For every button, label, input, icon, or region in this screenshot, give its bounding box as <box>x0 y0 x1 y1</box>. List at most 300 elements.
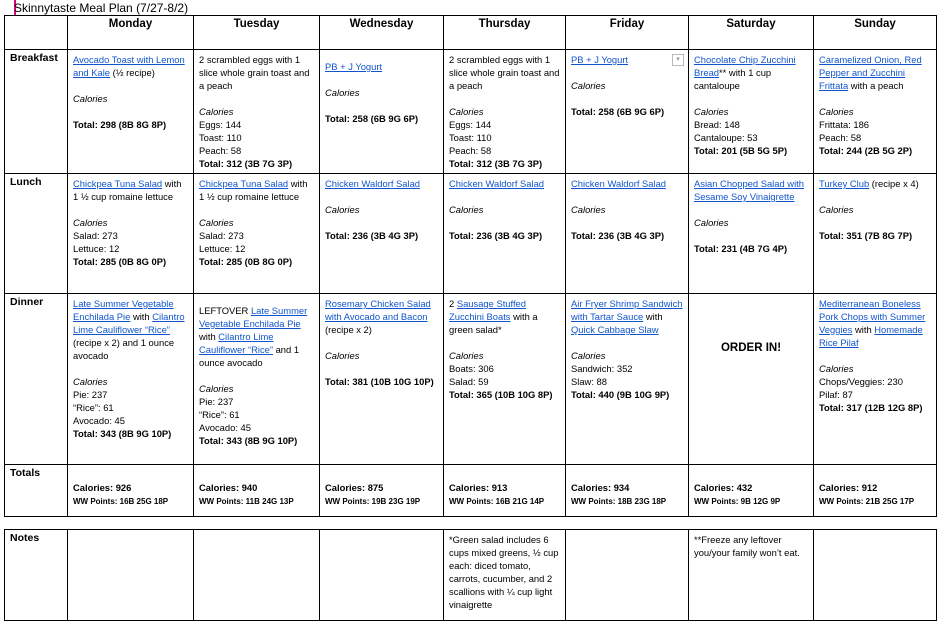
cell-text: Avocado: 45 <box>199 422 251 433</box>
cell-paragraph <box>199 395 314 408</box>
cell-paragraph <box>694 92 808 105</box>
cell-paragraph <box>73 177 188 203</box>
dropdown-chevron-icon[interactable]: ▾ <box>672 54 684 66</box>
total-text: Calories: 934 <box>571 482 630 493</box>
totals-cell-tuesday <box>194 465 320 517</box>
row-dinner <box>5 294 937 465</box>
cell-text: with <box>130 311 153 322</box>
cell-paragraph <box>694 144 808 157</box>
cell-text: Cantaloupe: 53 <box>694 132 758 143</box>
cell-paragraph <box>819 118 931 131</box>
notes-cell-saturday <box>689 530 814 621</box>
cell-paragraph <box>694 481 808 494</box>
lunch-cell-tuesday <box>194 174 320 294</box>
totals-cell-friday <box>566 465 689 517</box>
cell-paragraph <box>325 203 438 216</box>
cell-text: Eggs: 144 <box>199 119 242 130</box>
cell-text: “Rice”: 61 <box>199 409 240 420</box>
total-text: Total: 258 (6B 9G 6P) <box>325 113 419 124</box>
cell-text: 2 scrambled eggs with 1 slice whole grain toast and a peach <box>449 54 560 91</box>
cell-paragraph <box>694 203 808 216</box>
cell-paragraph <box>571 468 683 481</box>
row-breakfast <box>5 50 937 174</box>
totals-cell-sunday <box>814 465 937 517</box>
cell-paragraph <box>571 388 683 401</box>
cell-paragraph <box>73 494 188 508</box>
cell-paragraph <box>449 177 560 190</box>
dinner-cell-sunday <box>814 294 937 465</box>
cell-text: Bread: 148 <box>694 119 740 130</box>
cell-paragraph <box>819 375 931 388</box>
recipe-link[interactable]: Chicken Waldorf Salad <box>571 178 667 189</box>
total-text: Total: 381 (10B 10G 10P) <box>325 376 434 387</box>
calories-label: Calories <box>819 363 854 374</box>
cell-paragraph <box>73 468 188 481</box>
cell-paragraph <box>819 297 931 349</box>
cell-paragraph <box>73 203 188 216</box>
recipe-link[interactable]: Mediterranean Boneless Pork Chops with Summer Veggies <box>819 298 926 335</box>
cell-text: *Green salad includes 6 cups mixed greens, ½ cup each: diced tomato, carrots, cucumber, and 2 scallions with ¼ cup light vinaigrette <box>449 534 559 610</box>
lunch-cell-thursday <box>444 174 566 294</box>
cell-paragraph <box>199 177 314 203</box>
cell-paragraph <box>571 92 683 105</box>
cell-paragraph <box>449 533 560 611</box>
calories-label: Calories <box>325 87 360 98</box>
day-header-monday: Monday <box>68 16 194 50</box>
total-text: Total: 236 (3B 4G 3P) <box>449 230 543 241</box>
total-text: Total: 258 (6B 9G 6P) <box>571 106 665 117</box>
recipe-link[interactable]: PB + J Yogurt <box>571 54 629 65</box>
cell-paragraph <box>694 131 808 144</box>
cell-paragraph <box>73 297 188 362</box>
cell-paragraph <box>325 86 438 99</box>
cell-paragraph <box>73 105 188 118</box>
cell-paragraph <box>199 118 314 131</box>
breakfast-cell-friday <box>566 50 689 174</box>
total-text: Calories: 940 <box>199 482 258 493</box>
cell-text: (recipe x 2) and 1 ounce avocado <box>73 337 175 361</box>
recipe-link[interactable]: PB + J Yogurt <box>325 61 383 72</box>
cell-text: Lettuce: 12 <box>199 243 246 254</box>
cell-paragraph <box>571 229 683 242</box>
recipe-link[interactable]: Cilantro Lime Cauliflower “Rice” <box>199 331 274 355</box>
recipe-link[interactable]: Rosemary Chicken Salad with Avocado and Bacon <box>325 298 431 322</box>
cell-paragraph <box>449 388 560 401</box>
cell-paragraph <box>73 481 188 494</box>
cell-text: with 1 ½ cup romaine lettuce <box>199 178 308 202</box>
total-text: Calories: 875 <box>325 482 384 493</box>
cell-paragraph <box>73 362 188 375</box>
cell-text: Frittata: 186 <box>819 119 870 130</box>
total-text: Total: 236 (3B 4G 3P) <box>325 230 419 241</box>
cell-paragraph <box>694 242 808 255</box>
cell-paragraph <box>819 177 931 190</box>
cell-text: Chops/Veggies: 230 <box>819 376 903 387</box>
cell-paragraph <box>694 177 808 203</box>
totals-cell-monday <box>68 465 194 517</box>
cell-paragraph <box>325 336 438 349</box>
breakfast-cell-thursday <box>444 50 566 174</box>
row-label-dinner: Dinner <box>5 294 68 465</box>
ww-points-text: WW Points: 11B 24G 13P <box>199 497 294 506</box>
cell-text: (recipe x 4) <box>869 178 919 189</box>
cell-paragraph <box>694 468 808 481</box>
cell-paragraph <box>325 60 438 73</box>
cell-text: Peach: 58 <box>449 145 492 156</box>
order-in-text: ORDER IN! <box>720 342 782 354</box>
calories-label: Calories <box>199 106 234 117</box>
cell-paragraph <box>199 304 314 369</box>
cell-text: with a green salad* <box>449 311 538 335</box>
total-text: Calories: 913 <box>449 482 508 493</box>
total-text: Calories: 926 <box>73 482 132 493</box>
cell-paragraph <box>73 401 188 414</box>
cell-paragraph <box>694 53 808 92</box>
cell-text: (½ recipe) <box>110 67 155 78</box>
cell-paragraph <box>199 468 314 481</box>
cell-paragraph <box>199 255 314 268</box>
total-text: Total: 351 (7B 8G 7P) <box>819 230 913 241</box>
notes-cell-tuesday <box>194 530 320 621</box>
calories-label: Calories <box>199 383 234 394</box>
cell-paragraph <box>199 494 314 508</box>
lunch-cell-sunday <box>814 174 937 294</box>
cell-paragraph <box>199 144 314 157</box>
recipe-link[interactable]: Air Fryer Shrimp Sandwich with Tartar Sauce <box>571 298 683 322</box>
cell-paragraph <box>199 242 314 255</box>
cell-paragraph <box>199 369 314 382</box>
total-text: Total: 317 (12B 12G 8P) <box>819 402 923 413</box>
cell-paragraph <box>449 494 560 508</box>
total-text: Total: 343 (8B 9G 10P) <box>199 435 298 446</box>
cell-paragraph <box>325 362 438 375</box>
recipe-link[interactable]: Avocado Toast with Lemon and Kale <box>73 54 185 78</box>
totals-cell-thursday <box>444 465 566 517</box>
cell-paragraph <box>449 229 560 242</box>
recipe-link[interactable]: Chicken Waldorf Salad <box>325 178 421 189</box>
cell-paragraph <box>199 216 314 229</box>
breakfast-cell-saturday <box>689 50 814 174</box>
recipe-link[interactable]: Chicken Waldorf Salad <box>449 178 545 189</box>
row-label-totals: Totals <box>5 465 68 517</box>
cell-text: Peach: 58 <box>199 145 242 156</box>
lunch-cell-wednesday <box>320 174 444 294</box>
cell-paragraph <box>73 388 188 401</box>
cell-paragraph <box>325 177 438 190</box>
cell-paragraph <box>325 190 438 203</box>
recipe-link[interactable]: Sausage Stuffed Zucchini Boats <box>449 298 526 322</box>
cell-paragraph <box>199 421 314 434</box>
cell-paragraph <box>819 131 931 144</box>
cell-paragraph <box>571 336 683 349</box>
total-text: Total: 285 (0B 8G 0P) <box>199 256 293 267</box>
cell-paragraph <box>199 157 314 170</box>
dinner-cell-thursday <box>444 294 566 465</box>
cell-text: Eggs: 144 <box>449 119 492 130</box>
cell-text: with <box>643 311 663 322</box>
cell-paragraph <box>325 112 438 125</box>
cell-paragraph <box>571 375 683 388</box>
cell-paragraph <box>73 92 188 105</box>
cell-paragraph <box>449 468 560 481</box>
recipe-link[interactable]: Chickpea Tuna Salad <box>73 178 163 189</box>
notes-cell-sunday <box>814 530 937 621</box>
dinner-cell-monday <box>68 294 194 465</box>
cell-paragraph <box>73 216 188 229</box>
cell-paragraph <box>449 375 560 388</box>
cell-text: Boats: 306 <box>449 363 494 374</box>
cell-paragraph <box>571 494 683 508</box>
notes-table <box>4 529 937 621</box>
cell-text: Toast: 110 <box>199 132 242 143</box>
notes-cell-friday <box>566 530 689 621</box>
cell-paragraph <box>325 349 438 362</box>
cell-paragraph <box>73 427 188 440</box>
notes-cell-wednesday <box>320 530 444 621</box>
cell-paragraph <box>199 203 314 216</box>
cell-paragraph <box>73 79 188 92</box>
cell-paragraph <box>694 533 808 559</box>
cell-paragraph <box>694 342 808 355</box>
cell-paragraph <box>449 144 560 157</box>
cell-paragraph <box>819 362 931 375</box>
cell-text: ** with 1 cup cantaloupe <box>694 67 772 91</box>
recipe-link[interactable]: Late Summer Vegetable Enchilada Pie <box>199 305 308 329</box>
total-text: Total: 298 (8B 8G 8P) <box>73 119 167 130</box>
cell-text: Pilaf: 87 <box>819 389 853 400</box>
cell-paragraph <box>73 255 188 268</box>
cell-text: LEFTOVER <box>199 305 251 316</box>
cell-paragraph <box>819 203 931 216</box>
cell-paragraph <box>571 66 683 79</box>
cell-paragraph <box>199 382 314 395</box>
cell-paragraph <box>571 349 683 362</box>
cell-paragraph <box>199 229 314 242</box>
cell-text: Avocado: 45 <box>73 415 125 426</box>
calories-label: Calories <box>73 217 108 228</box>
cell-paragraph <box>819 92 931 105</box>
cell-paragraph <box>449 481 560 494</box>
cell-text: Pie: 237 <box>73 389 108 400</box>
cell-paragraph <box>325 73 438 86</box>
cell-text: Peach: 58 <box>819 132 862 143</box>
cell-paragraph <box>819 481 931 494</box>
cell-paragraph <box>819 216 931 229</box>
cell-paragraph <box>819 53 931 92</box>
calories-label: Calories <box>325 204 360 215</box>
calories-label: Calories <box>199 217 234 228</box>
row-totals <box>5 465 937 517</box>
day-header-sunday: Sunday <box>814 16 937 50</box>
day-header-wednesday: Wednesday <box>320 16 444 50</box>
cell-paragraph <box>694 216 808 229</box>
total-text: Total: 440 (9B 10G 9P) <box>571 389 670 400</box>
cell-paragraph <box>571 481 683 494</box>
cell-paragraph <box>819 229 931 242</box>
cell-paragraph <box>199 434 314 447</box>
row-label-notes: Notes <box>5 530 68 621</box>
cell-paragraph <box>449 131 560 144</box>
cell-text: Pie: 237 <box>199 396 234 407</box>
cell-paragraph <box>819 494 931 508</box>
cell-text: with a peach <box>848 80 904 91</box>
recipe-link[interactable]: Caramelized Onion, Red Pepper and Zucchini Frittata <box>819 54 922 91</box>
calories-label: Calories <box>571 204 606 215</box>
day-header-thursday: Thursday <box>444 16 566 50</box>
breakfast-cell-monday <box>68 50 194 174</box>
cell-paragraph <box>571 203 683 216</box>
cell-paragraph <box>449 362 560 375</box>
dinner-cell-tuesday <box>194 294 320 465</box>
total-text: Total: 231 (4B 7G 4P) <box>694 243 788 254</box>
recipe-link[interactable]: Late Summer Vegetable Enchilada Pie <box>73 298 174 322</box>
total-text: Total: 312 (3B 7G 3P) <box>199 158 293 169</box>
cell-paragraph <box>694 105 808 118</box>
notes-row <box>5 530 937 621</box>
calories-label: Calories <box>694 217 729 228</box>
calories-label: Calories <box>571 80 606 91</box>
calories-label: Calories <box>571 350 606 361</box>
cell-paragraph <box>571 216 683 229</box>
total-text: Total: 236 (3B 4G 3P) <box>571 230 665 241</box>
cell-text: (recipe x 2) <box>325 324 372 335</box>
cell-paragraph <box>571 53 683 66</box>
cell-paragraph <box>571 297 683 336</box>
cell-paragraph <box>325 481 438 494</box>
cell-paragraph <box>73 118 188 131</box>
cell-paragraph <box>819 349 931 362</box>
cell-paragraph <box>571 177 683 190</box>
cell-paragraph <box>325 375 438 388</box>
cell-paragraph <box>571 190 683 203</box>
cell-paragraph <box>325 297 438 336</box>
ww-points-text: WW Points: 19B 23G 19P <box>325 497 421 506</box>
cell-paragraph <box>449 118 560 131</box>
breakfast-cell-wednesday <box>320 50 444 174</box>
cell-paragraph <box>325 494 438 508</box>
cell-text: Toast: 110 <box>449 132 492 143</box>
cell-paragraph <box>571 79 683 92</box>
cell-paragraph <box>73 414 188 427</box>
day-header-tuesday: Tuesday <box>194 16 320 50</box>
lunch-cell-monday <box>68 174 194 294</box>
recipe-link[interactable]: Quick Cabbage Slaw <box>571 324 659 335</box>
cell-text: and 1 ounce avocado <box>199 344 300 368</box>
cell-text: **Freeze any leftover you/your family won’t eat. <box>694 534 800 558</box>
recipe-link[interactable]: Turkey Club <box>819 178 870 189</box>
ww-points-text: WW Points: 18B 23G 18P <box>571 497 667 506</box>
total-text: Total: 244 (2B 5G 2P) <box>819 145 913 156</box>
row-lunch <box>5 174 937 294</box>
lunch-cell-friday <box>566 174 689 294</box>
cell-text: Salad: 273 <box>199 230 244 241</box>
day-header-saturday: Saturday <box>689 16 814 50</box>
cell-text: Salad: 59 <box>449 376 489 387</box>
notes-cell-thursday <box>444 530 566 621</box>
cell-paragraph <box>694 229 808 242</box>
total-text: Calories: 912 <box>819 482 878 493</box>
cell-paragraph <box>199 408 314 421</box>
cell-paragraph <box>694 118 808 131</box>
cell-paragraph <box>449 105 560 118</box>
cell-paragraph <box>819 401 931 414</box>
cell-paragraph <box>571 362 683 375</box>
cell-paragraph <box>325 99 438 112</box>
cell-paragraph <box>325 229 438 242</box>
breakfast-cell-sunday <box>814 50 937 174</box>
calories-label: Calories <box>73 376 108 387</box>
recipe-link[interactable]: Homemade Rice Pilaf <box>819 324 923 348</box>
cell-paragraph <box>449 216 560 229</box>
total-text: Total: 365 (10B 10G 8P) <box>449 389 553 400</box>
cell-text: with 1 ½ cup romaine lettuce <box>73 178 182 202</box>
cell-paragraph <box>199 131 314 144</box>
cell-paragraph <box>73 375 188 388</box>
row-label-breakfast: Breakfast <box>5 50 68 174</box>
cell-paragraph <box>199 481 314 494</box>
breakfast-cell-tuesday <box>194 50 320 174</box>
cell-paragraph <box>449 336 560 349</box>
total-text: Total: 201 (5B 5G 5P) <box>694 145 788 156</box>
dinner-cell-friday <box>566 294 689 465</box>
cell-paragraph <box>449 349 560 362</box>
cell-paragraph <box>819 190 931 203</box>
cell-paragraph <box>449 297 560 336</box>
cell-paragraph <box>819 388 931 401</box>
day-header-friday: Friday <box>566 16 689 50</box>
cell-paragraph <box>449 53 560 92</box>
calories-label: Calories <box>449 204 484 215</box>
ww-points-text: WW Points: 21B 25G 17P <box>819 497 915 506</box>
cell-paragraph <box>819 468 931 481</box>
meal-plan-table <box>4 15 937 517</box>
cell-paragraph <box>325 468 438 481</box>
cell-text: Lettuce: 12 <box>73 243 120 254</box>
cell-paragraph <box>199 92 314 105</box>
total-text: Total: 343 (8B 9G 10P) <box>73 428 172 439</box>
cell-paragraph <box>449 157 560 170</box>
row-label-lunch: Lunch <box>5 174 68 294</box>
corner-cell <box>5 16 68 50</box>
lunch-cell-saturday <box>689 174 814 294</box>
cell-paragraph <box>73 229 188 242</box>
cell-paragraph <box>449 190 560 203</box>
cell-text: Slaw: 88 <box>571 376 607 387</box>
dinner-cell-wednesday <box>320 294 444 465</box>
recipe-link[interactable]: Cilantro Lime Cauliflower “Rice” <box>73 311 185 335</box>
cell-paragraph <box>694 494 808 508</box>
recipe-link[interactable]: Asian Chopped Salad with Sesame Soy Vinaigrette <box>694 178 804 202</box>
calories-label: Calories <box>325 350 360 361</box>
cell-text: “Rice”: 61 <box>73 402 114 413</box>
totals-cell-wednesday <box>320 465 444 517</box>
cell-paragraph <box>73 53 188 79</box>
cell-paragraph <box>571 105 683 118</box>
recipe-link[interactable]: Chickpea Tuna Salad <box>199 178 289 189</box>
cell-paragraph <box>325 216 438 229</box>
calories-label: Calories <box>819 204 854 215</box>
cell-text: 2 <box>449 298 457 309</box>
totals-cell-saturday <box>689 465 814 517</box>
ww-points-text: WW Points: 16B 21G 14P <box>449 497 545 506</box>
recipe-link[interactable]: Chocolate Chip Zucchini Bread <box>694 54 796 78</box>
total-text: Total: 285 (0B 8G 0P) <box>73 256 167 267</box>
cell-text: Sandwich: 352 <box>571 363 633 374</box>
dinner-cell-saturday <box>689 294 814 465</box>
day-header-row <box>5 16 937 50</box>
total-text: Total: 312 (3B 7G 3P) <box>449 158 543 169</box>
cell-paragraph <box>449 203 560 216</box>
